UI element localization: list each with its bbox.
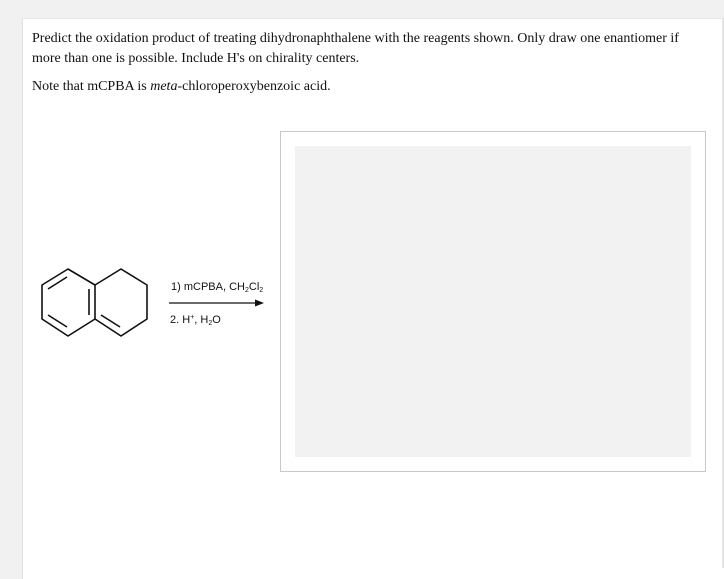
- answer-box[interactable]: [280, 131, 706, 472]
- reagent-step-2: 2. H+, $H_2O$: [170, 314, 221, 327]
- question-text: [32, 29, 702, 97]
- note-italic: meta: [150, 79, 178, 94]
- note-suffix: -chloroperoxybenzoic acid.: [177, 79, 331, 94]
- drawing-canvas[interactable]: [295, 146, 691, 457]
- dihydronaphthalene-structure-icon: [39, 268, 151, 338]
- note-prefix: Note that mCPBA is: [32, 79, 151, 94]
- reaction-arrow-icon: [169, 299, 265, 307]
- cyclohexene-ring: [95, 269, 147, 336]
- question-note: [32, 77, 702, 97]
- reagent-step-1: 1) mCPBA, $CH_2Cl_2$: [171, 281, 264, 294]
- question-prompt: Predict the oxidation product of treating dihydronaphthalene with the reagents shown. Only draw one enantiomer if more than one is possible. Include H's on chirality centers.: [32, 31, 679, 66]
- benzene-ring: [42, 269, 95, 336]
- question-panel: [22, 18, 724, 579]
